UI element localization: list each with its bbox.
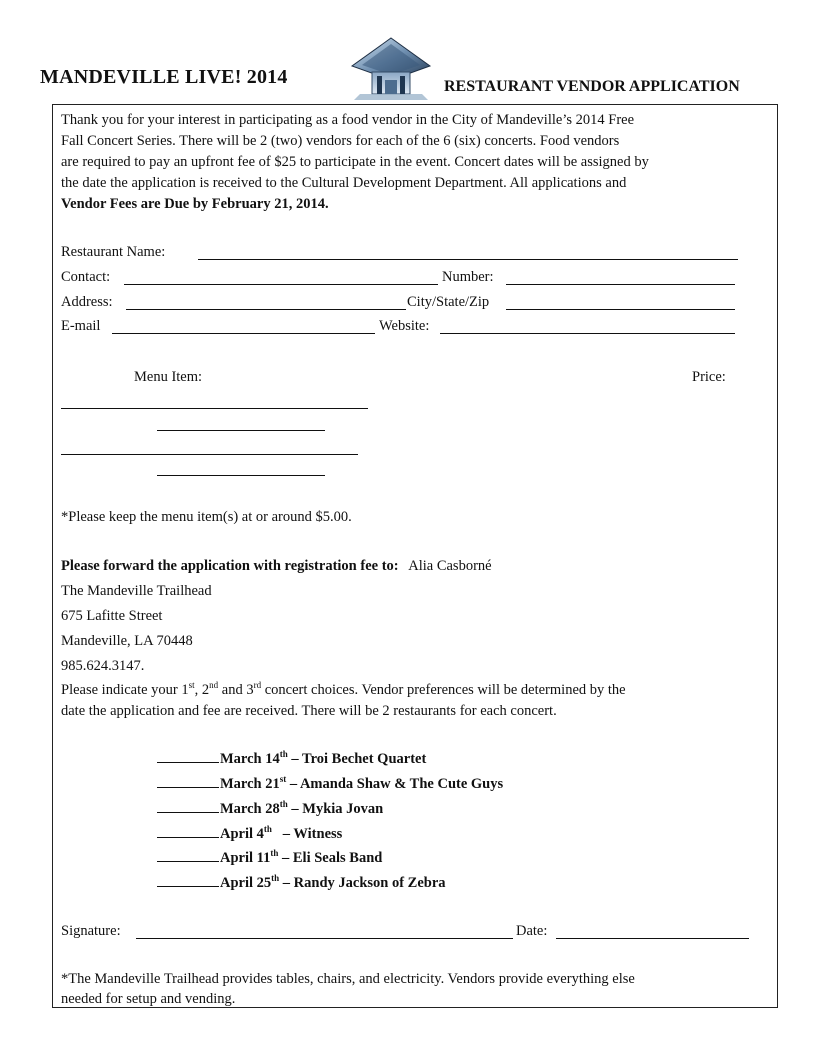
website-field[interactable] bbox=[440, 333, 735, 334]
due-date-notice: Vendor Fees are Due by February 21, 2014. bbox=[61, 196, 329, 212]
event-title: MANDEVILLE LIVE! 2014 bbox=[40, 66, 288, 88]
ordinal-suffix: st bbox=[188, 680, 195, 691]
concert-rank-field[interactable] bbox=[157, 825, 219, 838]
restaurant-name-label: Restaurant Name: bbox=[61, 244, 166, 260]
concert-choice-row bbox=[157, 774, 503, 795]
address-line: 675 Lafitte Street bbox=[61, 608, 163, 624]
email-field[interactable] bbox=[112, 333, 375, 334]
intro-line: are required to pay an upfront fee of $25 to participate in the event. Concert dates will be assigned by bbox=[61, 154, 649, 170]
city-state-zip-label: City/State/Zip bbox=[407, 294, 490, 310]
ordinal-suffix: th bbox=[263, 824, 272, 835]
phone-number: 985.624.3147. bbox=[61, 658, 145, 674]
concert-performer: – Mykia Jovan bbox=[287, 801, 384, 817]
concert-performer: – Randy Jackson of Zebra bbox=[279, 875, 446, 891]
concert-choice-row bbox=[157, 799, 383, 820]
ordinal-suffix: th bbox=[271, 873, 280, 884]
choice-text: and 3 bbox=[218, 682, 254, 698]
address-line: The Mandeville Trailhead bbox=[61, 583, 212, 599]
concert-date: April 4 bbox=[220, 826, 264, 842]
intro-line: the date the application is received to the Cultural Development Department. All applications and bbox=[61, 175, 627, 191]
forward-label: Please forward the application with registration fee to: bbox=[61, 558, 399, 574]
choice-text: Please indicate your 1 bbox=[61, 682, 189, 698]
concert-choice-row bbox=[157, 749, 426, 770]
date-field[interactable] bbox=[556, 938, 749, 939]
concert-date: March 21 bbox=[220, 776, 280, 792]
concert-date: March 28 bbox=[220, 801, 280, 817]
menu-item-label: Menu Item: bbox=[134, 369, 203, 385]
concert-performer: – Troi Bechet Quartet bbox=[287, 751, 427, 767]
choice-text: concert choices. Vendor preferences will be determined by the bbox=[261, 682, 626, 698]
ordinal-suffix: st bbox=[279, 774, 287, 785]
concert-rank-field[interactable] bbox=[157, 775, 219, 788]
ordinal-suffix: th bbox=[279, 749, 288, 760]
choice-instructions bbox=[61, 680, 626, 701]
number-field[interactable] bbox=[506, 284, 735, 285]
intro-line: Fall Concert Series. There will be 2 (two) vendors for each of the 6 (six) concerts. Food vendors bbox=[61, 133, 620, 149]
menu-item-field[interactable] bbox=[61, 408, 368, 409]
ordinal-suffix: th bbox=[270, 848, 279, 859]
address-field[interactable] bbox=[126, 309, 406, 310]
address-label: Address: bbox=[61, 294, 113, 310]
price-label: Price: bbox=[692, 369, 726, 385]
concert-performer: – Amanda Shaw & The Cute Guys bbox=[286, 776, 504, 792]
choice-instructions-line2: date the application and fee are received. There will be 2 restaurants for each concert. bbox=[61, 703, 557, 719]
concert-performer: – Witness bbox=[271, 826, 343, 842]
ordinal-suffix: th bbox=[279, 799, 288, 810]
intro-line: Thank you for your interest in participating as a food vendor in the City of Mandeville’s 2014 Free bbox=[61, 112, 635, 128]
contact-field[interactable] bbox=[124, 284, 438, 285]
city-state-zip-field[interactable] bbox=[506, 309, 735, 310]
concert-rank-field[interactable] bbox=[157, 750, 219, 763]
concert-rank-field[interactable] bbox=[157, 874, 219, 887]
concert-date: April 11 bbox=[220, 850, 271, 866]
menu-price-note: *Please keep the menu item(s) at or around $5.00. bbox=[61, 509, 352, 525]
concert-rank-field[interactable] bbox=[157, 849, 219, 862]
menu-item-field[interactable] bbox=[61, 454, 358, 455]
restaurant-name-field[interactable] bbox=[198, 259, 738, 260]
website-label: Website: bbox=[379, 318, 430, 334]
concert-choice-row bbox=[157, 824, 342, 845]
number-label: Number: bbox=[442, 269, 494, 285]
intro-paragraph bbox=[61, 110, 771, 215]
ordinal-suffix: rd bbox=[253, 680, 262, 691]
footer-note-line: *The Mandeville Trailhead provides tables, chairs, and electricity. Vendors provide everything else bbox=[61, 971, 635, 987]
concert-choice-row bbox=[157, 873, 446, 894]
price-field[interactable] bbox=[157, 475, 325, 476]
concert-rank-field[interactable] bbox=[157, 800, 219, 813]
date-label: Date: bbox=[516, 923, 548, 939]
footer-note-line: needed for setup and vending. bbox=[61, 991, 236, 1007]
concert-choice-row bbox=[157, 848, 382, 869]
ordinal-suffix: nd bbox=[209, 680, 219, 691]
form-title: RESTAURANT VENDOR APPLICATION bbox=[444, 78, 740, 95]
price-field[interactable] bbox=[157, 430, 325, 431]
forward-to-line bbox=[61, 556, 492, 577]
signature-label: Signature: bbox=[61, 923, 121, 939]
contact-person: Alia Casborné bbox=[408, 558, 492, 574]
contact-label: Contact: bbox=[61, 269, 111, 285]
choice-text: , 2 bbox=[194, 682, 210, 698]
concert-performer: – Eli Seals Band bbox=[278, 850, 383, 866]
email-label: E-mail bbox=[61, 318, 101, 334]
address-line: Mandeville, LA 70448 bbox=[61, 633, 193, 649]
trailhead-logo-icon bbox=[350, 36, 432, 102]
concert-date: March 14 bbox=[220, 751, 280, 767]
concert-date: April 25 bbox=[220, 875, 272, 891]
signature-field[interactable] bbox=[136, 938, 513, 939]
